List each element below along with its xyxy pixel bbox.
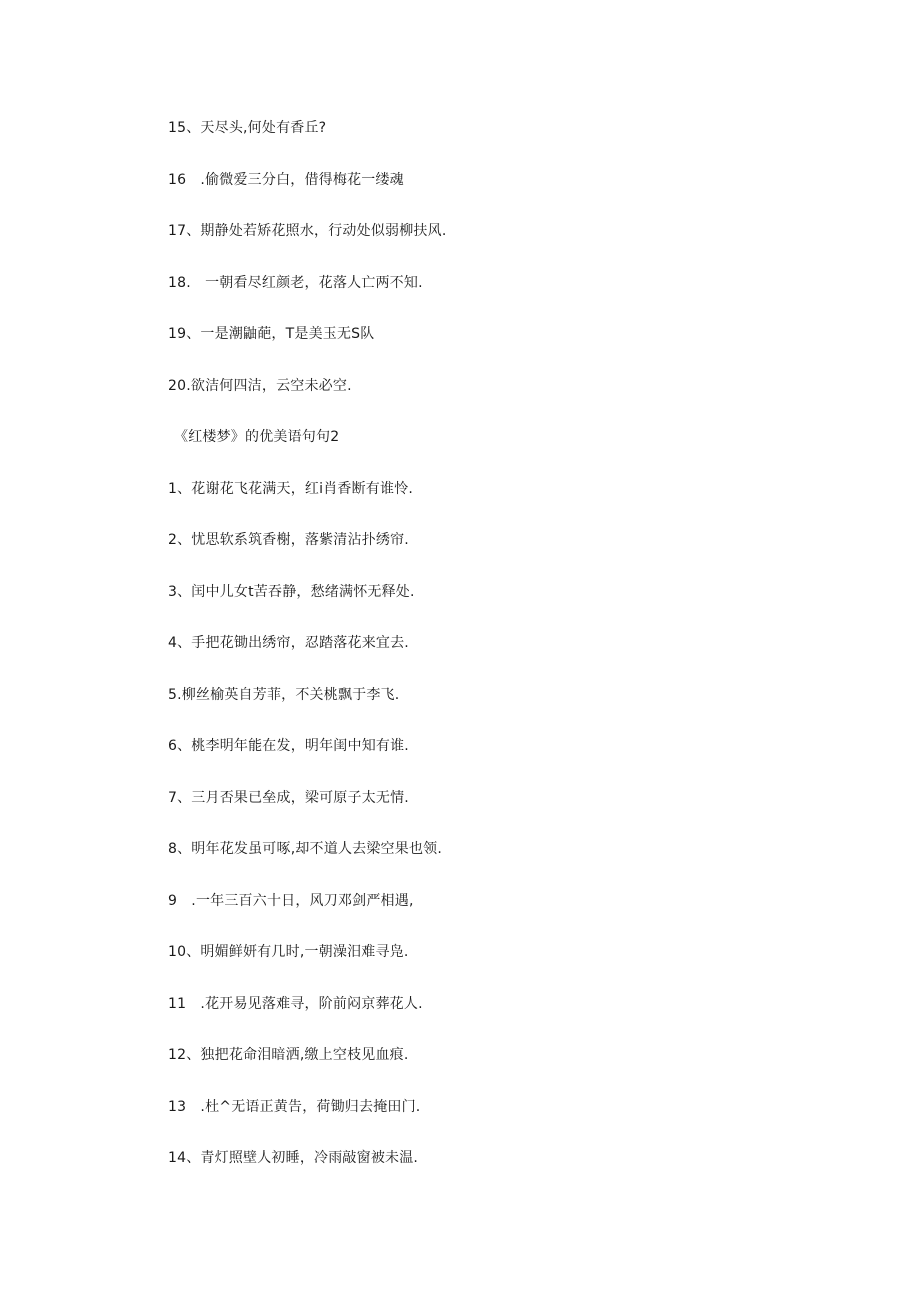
sentence-line: 20.欲洁何四洁，云空未必空. <box>168 378 352 394</box>
sentence-line: 5.柳丝榆英自芳菲，不关桃飘于李飞. <box>168 687 400 703</box>
sentence-line: 7、三月否果已垒成，梁可原子太无情. <box>168 790 409 806</box>
sentence-line: 15、天尽头,何处有香丘? <box>168 120 327 136</box>
sentence-line: 19、一是潮鼬葩，T是美玉无S队 <box>168 326 375 342</box>
sentence-line: 12、独把花命泪暗洒,缴上空枝见血痕. <box>168 1047 409 1063</box>
sentence-line: 10、明媚鲜妍有几时,一朝澡汨难寻凫. <box>168 944 409 960</box>
sentence-line: 2、忧思软系筑香榭，落紫清沾扑绣帘. <box>168 532 409 548</box>
sentence-line: 4、手把花锄出绣帘，忍踏落花来宜去. <box>168 635 409 651</box>
sentence-line: 1、花谢花飞花满天，红i肖香断有谁怜. <box>168 481 414 497</box>
sentence-line: 18. 一朝看尽红颜老，花落人亡两不知. <box>168 275 423 291</box>
sentence-line: 16 .偷微爱三分白，借得梅花一缕魂 <box>168 172 404 188</box>
sentence-line: 13 .杜^无语正黄告，荷锄归去掩田门. <box>168 1099 421 1115</box>
sentence-line: 3、闰中儿女t苦吞静，愁绪满怀无释处. <box>168 584 415 600</box>
sentence-line: 14、青灯照壁人初睡，冷雨敲窗被未温. <box>168 1150 419 1166</box>
sentence-line: 17、期静处若矫花照水，行动处似弱柳扶风. <box>168 223 447 239</box>
sentence-line: 6、桃李明年能在发，明年闺中知有谁. <box>168 738 409 754</box>
sentence-line: 9 .一年三百六十日，风刀邓剑严相遇, <box>168 893 414 909</box>
sentence-line: 8、明年花发虽可啄,却不道人去梁空果也领. <box>168 841 443 857</box>
section-heading: 《红楼梦》的优美语句句2 <box>174 429 340 445</box>
sentence-line: 11 .花开易见落难寻，阶前闷京葬花人. <box>168 996 423 1012</box>
